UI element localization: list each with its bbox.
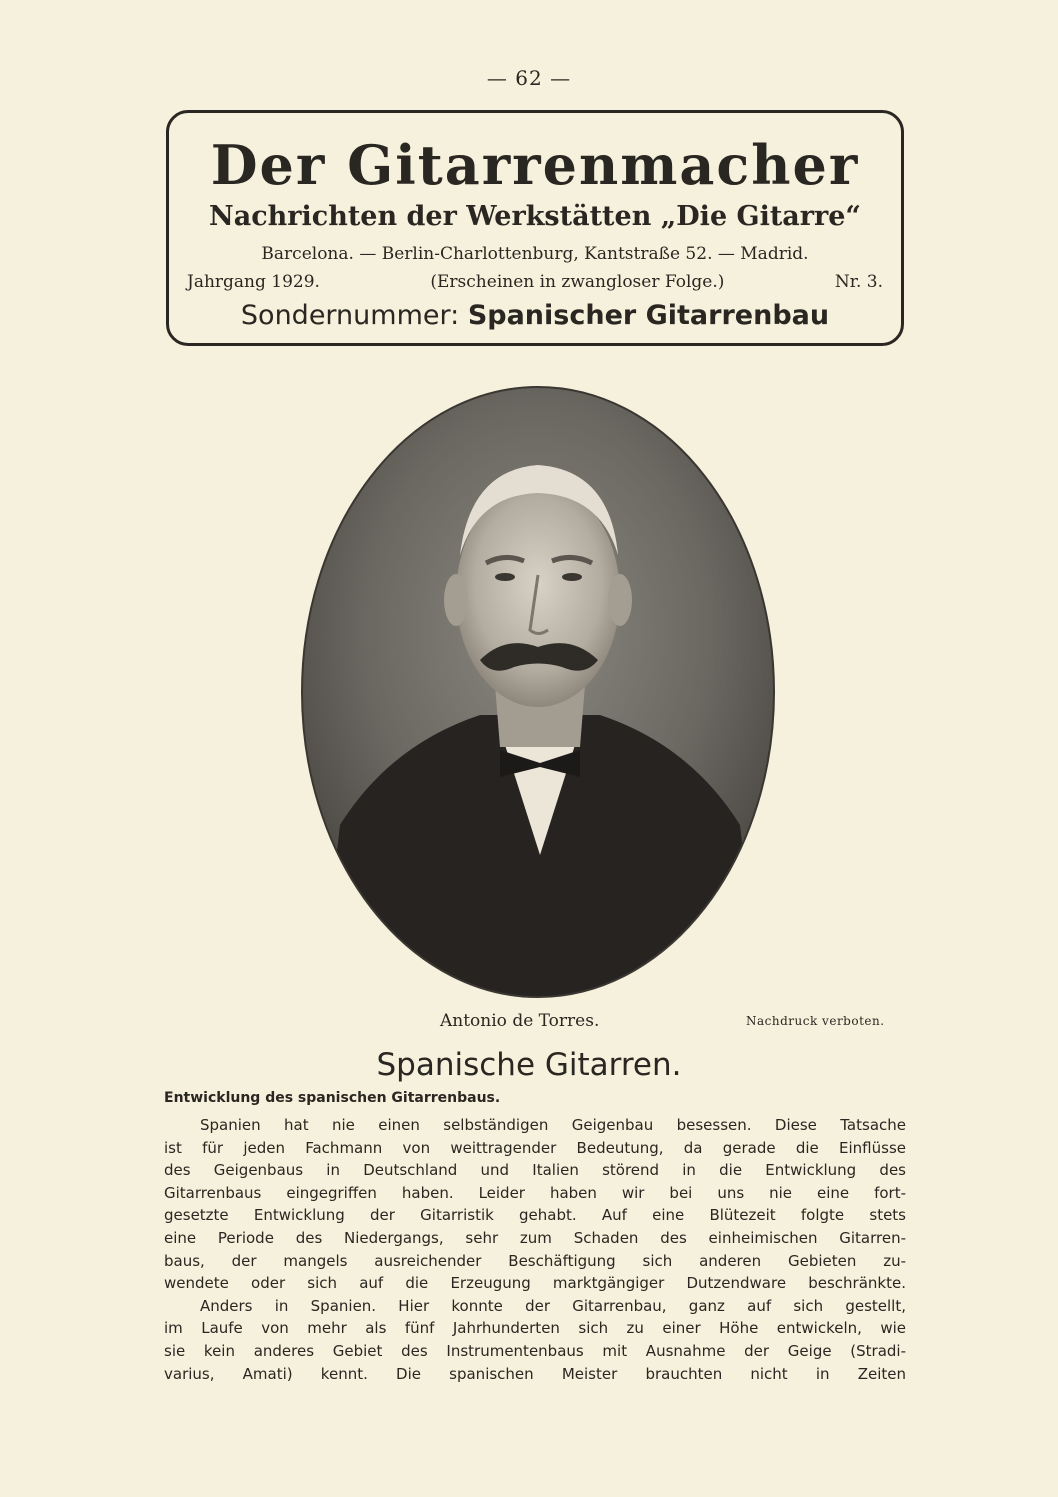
masthead-subtitle: Nachrichten der Werkstätten „Die Gitarre“ [209,201,861,232]
masthead-places: Barcelona. — Berlin-Charlottenburg, Kantstraße 52. — Madrid. [261,244,809,264]
body-line: Gitarrenbaus eingegriffen haben. Leider haben wir bei uns nie eine fort- [164,1183,906,1202]
body-line: sie kein anderes Gebiet des Instrumentenbaus mit Ausnahme der Geige (Stradi- [164,1341,906,1360]
masthead-year: Jahrgang 1929. [187,272,320,292]
special-issue-title: Spanischer Gitarrenbau [467,300,830,331]
article-body [164,1114,906,1385]
masthead-info-row [187,271,883,293]
body-line: im Laufe von mehr als fünf Jahrhunderten sich zu einer Höhe entwickeln, wie [164,1319,906,1338]
body-line: wendete oder sich auf die Erzeugung marktgängiger Dutzendware beschränkte. [164,1274,906,1293]
body-line: des Geigenbaus in Deutschland und Italien störend in die Entwicklung des [164,1161,906,1180]
body-line: varius, Amati) kennt. Die spanischen Meister brauchten nicht in Zeiten [164,1364,906,1383]
body-line: baus, der mangels ausreichender Beschäftigung sich anderen Gebieten zu- [164,1251,906,1270]
body-line: Spanien hat nie einen selbständigen Geigenbau besessen. Diese Tatsache [200,1116,906,1134]
body-line: gesetzte Entwicklung der Gitarristik gehabt. Auf eine Blütezeit folgte stets [164,1206,906,1225]
masthead-title: Der Gitarrenmacher [210,133,860,197]
special-issue-label: Sondernummer: [240,300,460,331]
body-line: ist für jeden Fachmann von weittragender Bedeutung, da gerade die Einflüsse [164,1138,906,1157]
portrait-photo [300,385,776,999]
article-subheading: Entwicklung des spanischen Gitarrenbaus. [164,1090,501,1106]
reprint-notice: Nachdruck verboten. [746,1014,885,1028]
masthead-special-issue [169,299,901,333]
page-number: — 62 — [486,66,572,90]
masthead [166,110,904,346]
portrait-caption: Antonio de Torres. [440,1011,600,1031]
masthead-frequency: (Erscheinen in zwangloser Folge.) [430,272,725,292]
article-title: Spanische Gitarren. [376,1047,682,1083]
body-line: eine Periode des Niedergangs, sehr zum Schaden des einheimischen Gitarren- [164,1228,906,1247]
body-line: Anders in Spanien. Hier konnte der Gitarrenbau, ganz auf sich gestellt, [200,1296,906,1315]
masthead-issue: Nr. 3. [834,272,883,292]
